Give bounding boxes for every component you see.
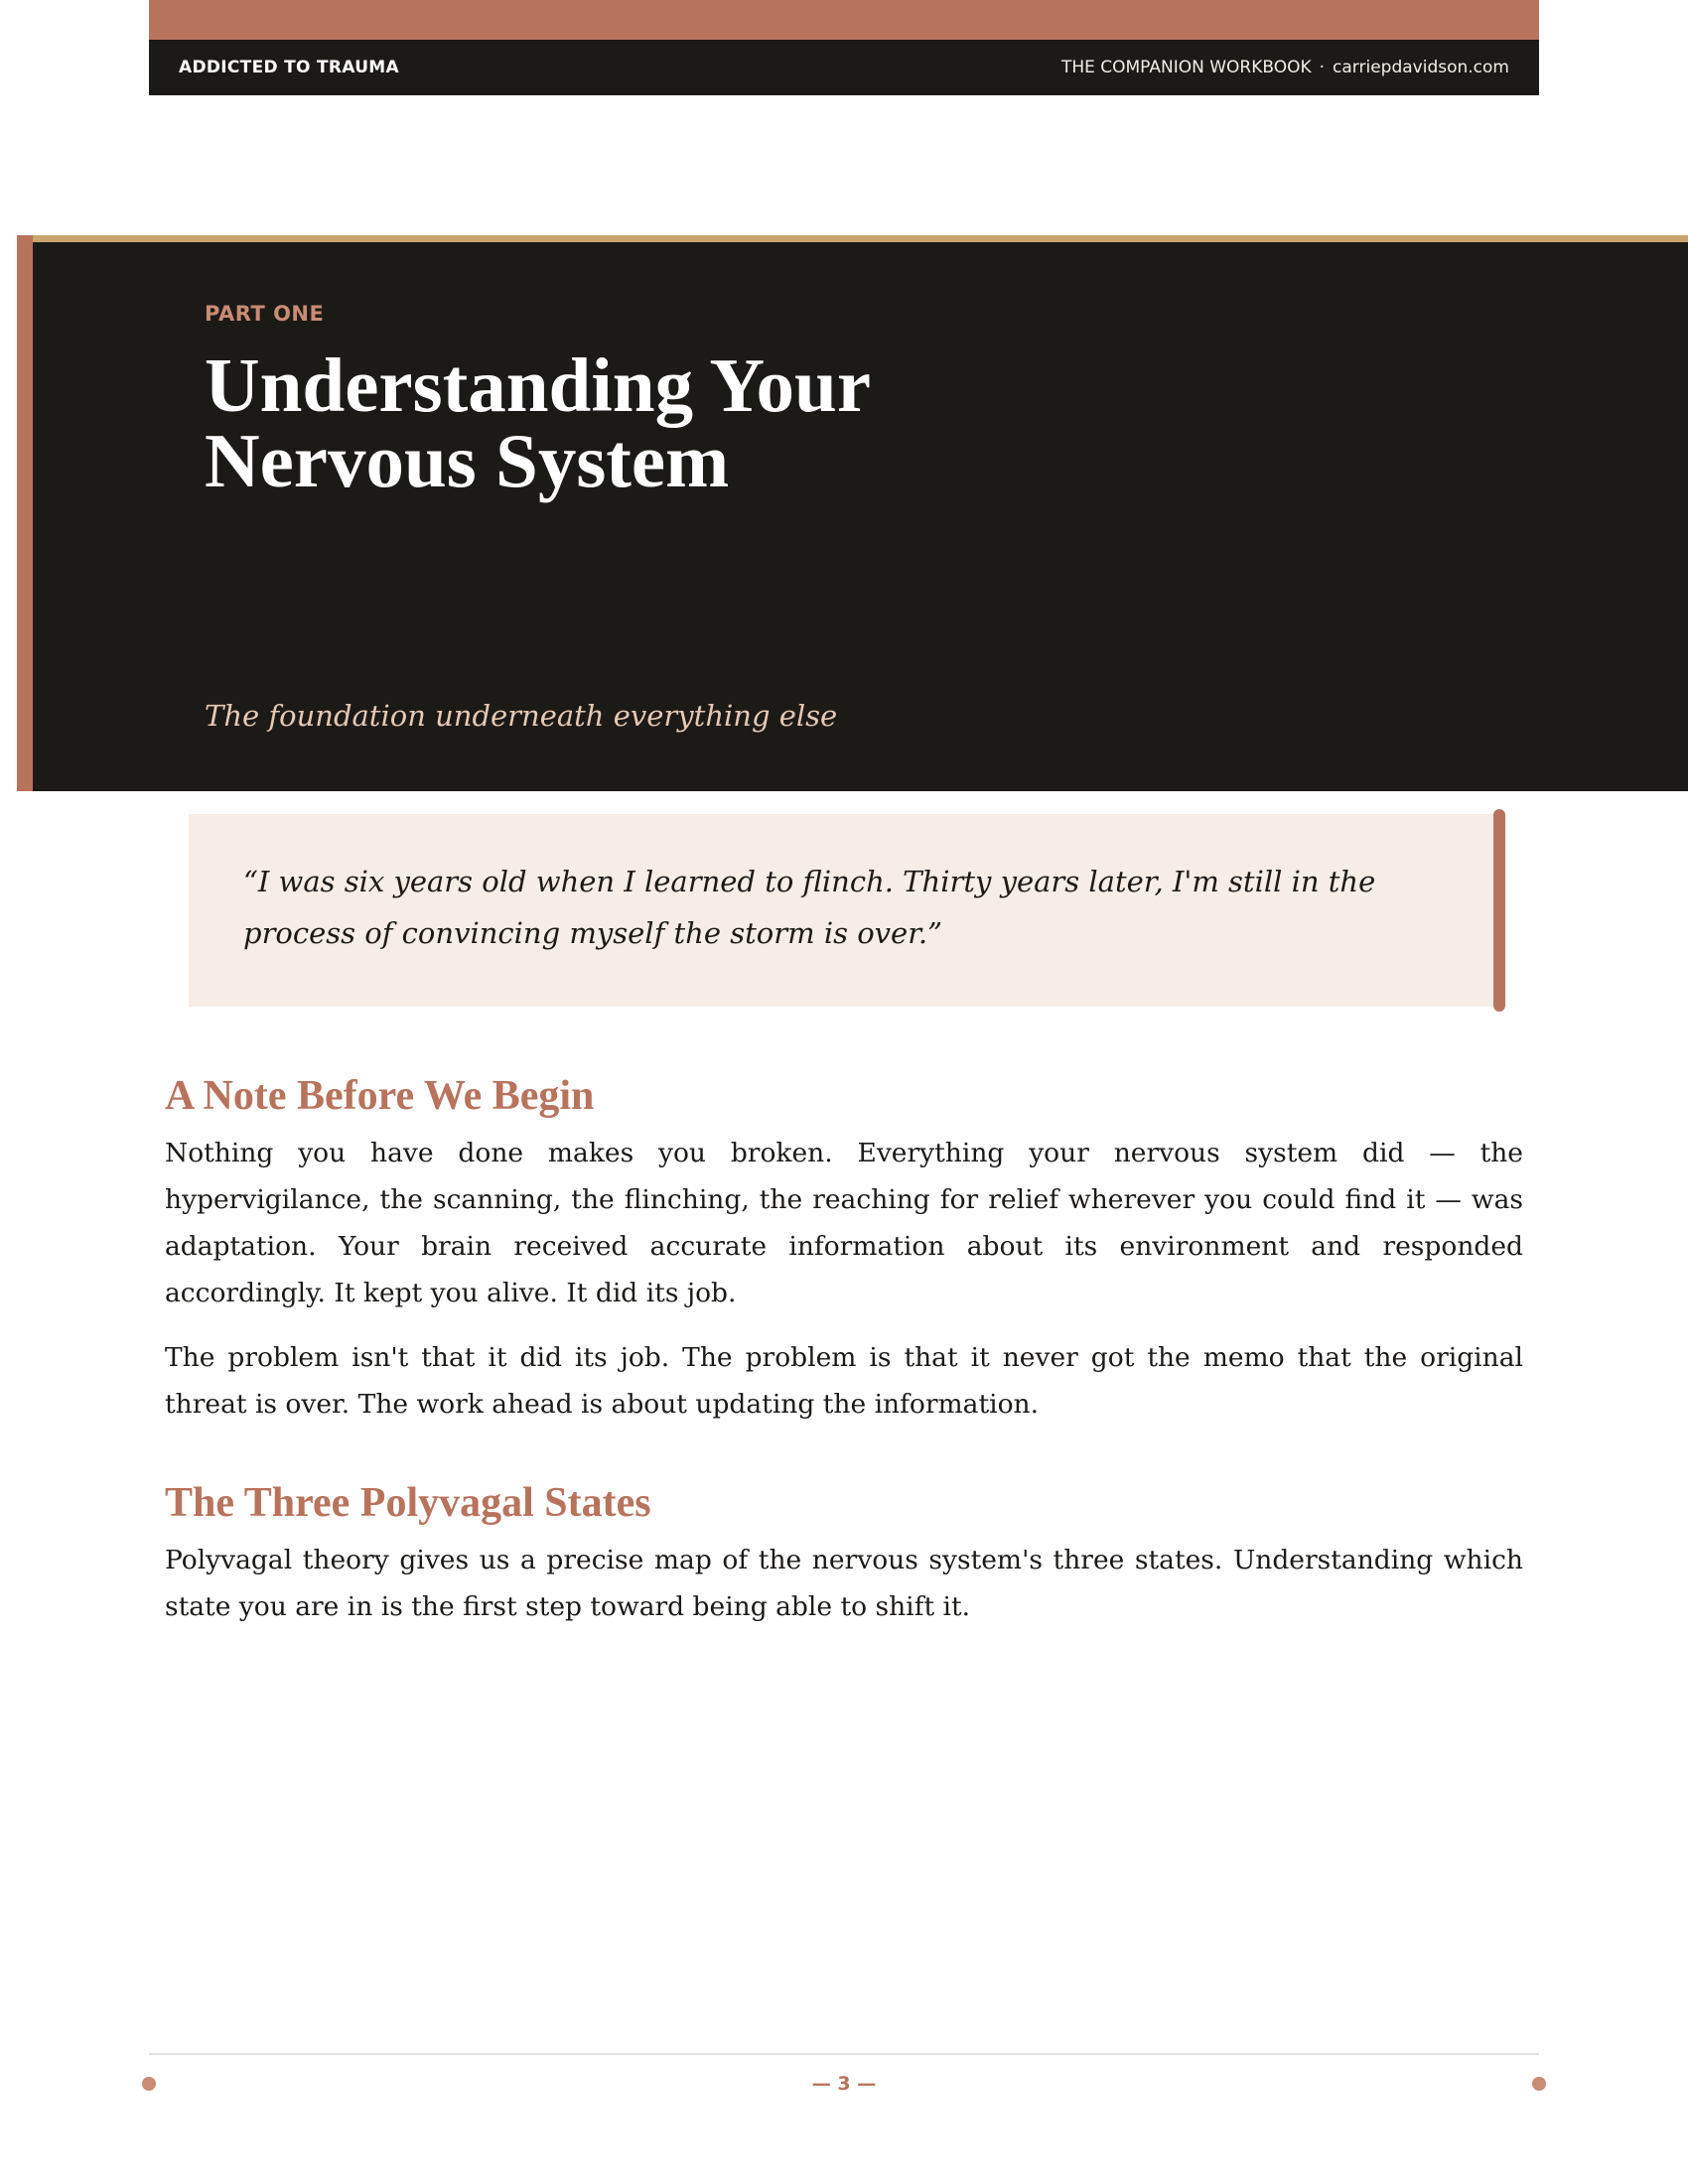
section-heading: A Note Before We Begin	[165, 1073, 595, 1119]
page-number: — 3 —	[811, 2073, 877, 2095]
chapter-title-line-1: Understanding Your	[205, 342, 872, 428]
pull-quote-accent	[1493, 809, 1505, 1012]
footer-dot-right	[1532, 2077, 1546, 2091]
hero-left-accent	[17, 235, 33, 791]
header-accent-bar	[149, 0, 1539, 40]
website-link[interactable]: carriepdavidson.com	[1333, 58, 1509, 77]
book-title-label: ADDICTED TO TRAUMA	[179, 58, 399, 77]
hero-gold-rule	[17, 235, 1688, 242]
running-header	[149, 40, 1539, 95]
part-label: PART ONE	[205, 302, 325, 326]
chapter-subtitle: The foundation underneath everything else	[205, 699, 838, 733]
section-note-before	[165, 1070, 1523, 1445]
pull-quote	[189, 814, 1499, 1007]
chapter-title-line-2: Nervous System	[205, 418, 730, 503]
body-paragraph: The problem isn't that it did its job. The problem is that it never got the memo that the original threat is over. The work ahead is about updating the information.	[165, 1342, 1523, 1420]
chapter-title	[205, 342, 1098, 503]
pull-quote-text: “I was six years old when I learned to flinch. Thirty years later, I'm still in the process of convincing myself the storm is over.”	[243, 865, 1376, 950]
chapter-hero	[33, 242, 1688, 791]
section-heading: The Three Polyvagal States	[165, 1480, 651, 1526]
header-right-group	[1061, 40, 1509, 95]
body-paragraph: Polyvagal theory gives us a precise map of the nervous system's three states. Understanding which state you are in is the first step toward being able to shift it.	[165, 1545, 1523, 1622]
footer-divider	[149, 2053, 1539, 2055]
header-separator: ·	[1319, 58, 1326, 77]
workbook-label: THE COMPANION WORKBOOK	[1060, 58, 1312, 77]
body-paragraph: Nothing you have done makes you broken. Everything your nervous system did — the hypervigilance, the scanning, the flinching, the reaching for relief wherever you could find it — was adaptation. Your brain received accurate information about its environment and responded accordingly. It kept you alive. It did its job.	[165, 1138, 1523, 1308]
section-polyvagal-states	[165, 1477, 1523, 1648]
footer-dot-left	[142, 2077, 156, 2091]
